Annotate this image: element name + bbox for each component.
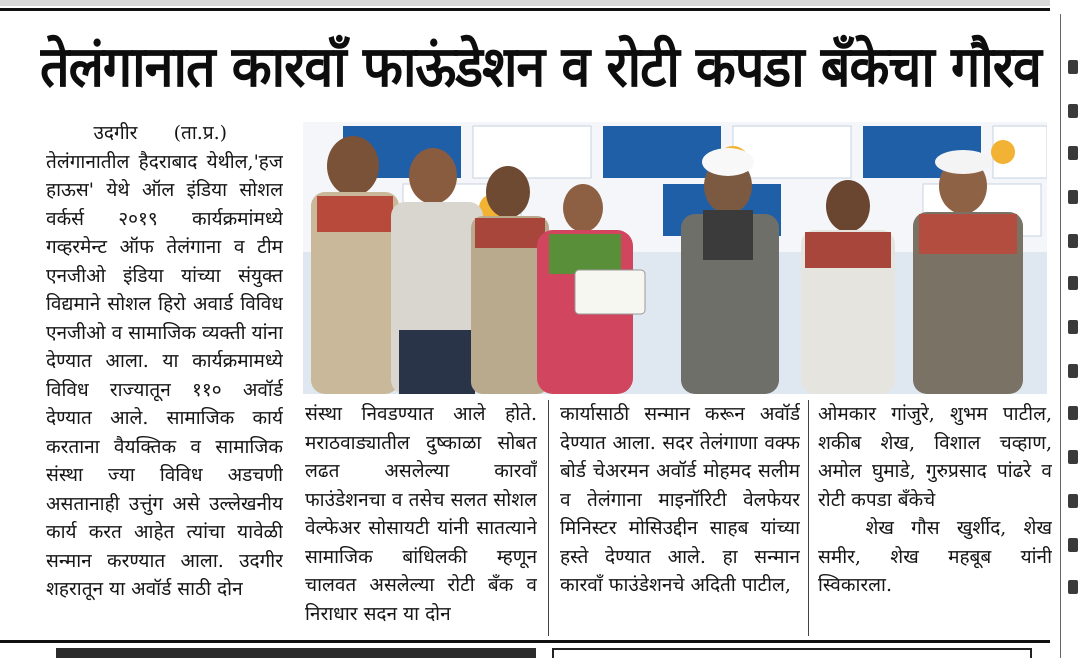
dateline: उदगीर (ता.प्र.) (93, 122, 228, 144)
article-column-2 (305, 400, 537, 640)
article-column-3 (560, 400, 800, 640)
separator-line (0, 8, 1050, 11)
column-divider (808, 400, 809, 636)
closing-text: शेख गौस खुर्शीद, शेख समीर, शेख महबूब यांनी स्विकारला. (818, 517, 1052, 596)
column-2-text: संस्था निवडण्यात आले होते. मराठवाड्यातील दुष्काळा सोबत लढत असलेल्या कारवाँ फाउंडेशनचा व तसेच सलत सोशल वेल्फेअर सोसायटी यांनी सातत्याने सामाजिक बांधिलकी म्हणून चालवत असलेल्या रोटी बँक व निराधार सदन या दोन (305, 403, 537, 625)
next-article-box (552, 648, 1032, 658)
headline: तेलंगानात कारवाँ फाऊंडेशन व रोटी कपडा बँकेचा गौरव (40, 35, 1041, 101)
adjacent-column-edge (1060, 14, 1080, 658)
column-3-text: कार्यासाठी सन्मान करून अवॉर्ड देण्यात आला. सदर तेलंगाणा वक्फ बोर्ड चेअरमन अवॉर्ड मोहमद सलीम व तेलंगाना माइनॉरिटी वेलफेयर मिनिस्टर मोसिउद्दीन साहब यांच्या हस्ते देण्यात आले. हा सन्मान कारवाँ फाउंडेशनचे अदिती पाटील, (560, 403, 800, 596)
award-ceremony-photo (303, 122, 1047, 394)
column-1-text: तेलंगानातील हैदराबाद येथील,'हज हाऊस' येथे ऑल इंडिया सोशल वर्कर्स २०१९ कार्यक्रमांमध्ये गव्हरमेन्ट ऑफ तेलंगाना व टीम एनजीओ इंडिया यांच्या संयुक्त विद्यमाने सोशल हिरो अवार्ड विविध एनजीओ व सामाजिक व्यक्ती यांना देण्यात आला. या कार्यक्रमामध्ये विविध राज्यातून ११० अवॉर्ड देण्यात आले. सामाजिक कार्य करताना वैयक्तिक व सामाजिक संस्था ज्या विविध अडचणी असतानाही उत्तुंग असे उल्लेखनीय कार्य करत आहेत त्यांचा यावेळी सन्मान करण्यात आला. उदगीर शहरातून या अवॉर्ड साठी दोन (46, 150, 283, 600)
article-column-4 (818, 400, 1052, 640)
article-column-1 (46, 119, 283, 639)
bottom-rule (0, 640, 1080, 658)
top-rule (0, 0, 1080, 14)
next-article-image (56, 648, 536, 658)
photo-illustration (303, 122, 1047, 394)
column-divider (548, 400, 549, 636)
previous-article-strip (0, 0, 1050, 6)
column-4-text: ओमकार गांजुरे, शुभम पाटील, शकीब शेख, विशाल चव्हाण, अमोल घुमाडे, गुरुप्रसाद पांढरे व रोटी कपडा बँकेचे (818, 403, 1052, 511)
